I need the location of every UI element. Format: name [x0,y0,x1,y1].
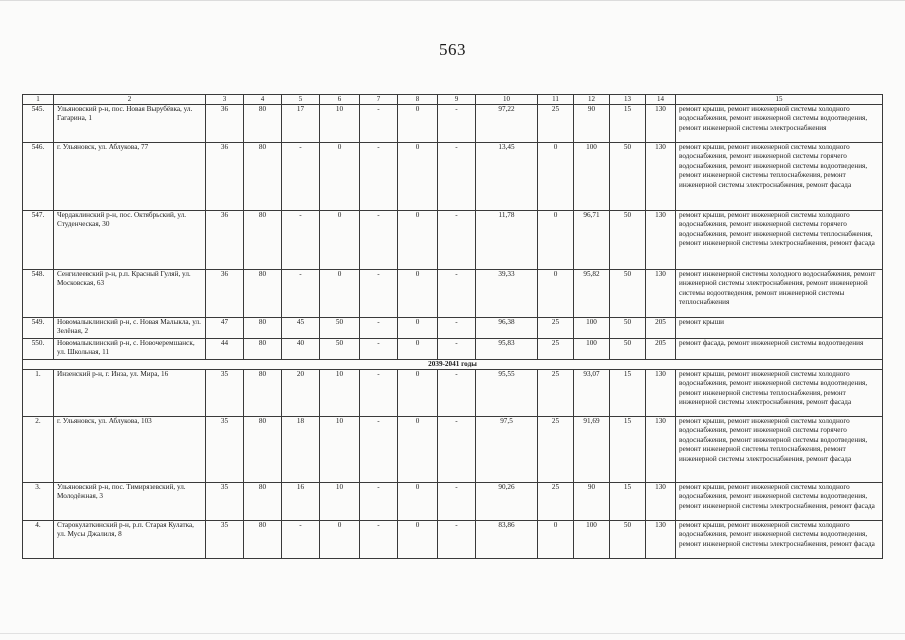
table-row [23,211,883,270]
col-14: 130 [646,270,676,318]
col-3: 36 [206,211,244,270]
col-11: 25 [538,417,574,483]
section-title: 2039-2041 годы [23,360,883,370]
address: г. Ульяновск, ул. Аблукова, 103 [54,417,206,483]
table-row [23,417,883,483]
page-number: 563 [439,40,466,59]
column-number: 11 [538,95,574,105]
column-number-row [23,95,883,105]
col-7: - [360,483,398,521]
col-10: 11,78 [476,211,538,270]
column-number: 7 [360,95,398,105]
column-number: 1 [23,95,54,105]
column-number: 8 [398,95,438,105]
col-5: - [282,270,320,318]
table-row [23,370,883,417]
repair-works: ремонт крыши [676,318,883,339]
col-5: - [282,211,320,270]
col-14: 130 [646,211,676,270]
col-3: 47 [206,318,244,339]
col-9: - [438,143,476,211]
col-9: - [438,339,476,360]
column-number: 3 [206,95,244,105]
column-number: 9 [438,95,476,105]
row-number: 548. [23,270,54,318]
col-6: 10 [320,417,360,483]
col-10: 95,55 [476,370,538,417]
row-number: 546. [23,143,54,211]
col-13: 50 [610,270,646,318]
col-11: 0 [538,143,574,211]
col-3: 35 [206,483,244,521]
column-number: 4 [244,95,282,105]
col-14: 130 [646,370,676,417]
row-number: 2. [23,417,54,483]
col-6: 0 [320,521,360,559]
col-12: 93,07 [574,370,610,417]
col-9: - [438,105,476,143]
col-13: 50 [610,521,646,559]
col-4: 80 [244,211,282,270]
col-3: 36 [206,143,244,211]
address: Сенгилеевский р-н, р.п. Красный Гуляй, ул. Московская, 63 [54,270,206,318]
col-8: 0 [398,211,438,270]
address: Ульяновский р-н, пос. Тимирязевский, ул. Молодёжная, 3 [54,483,206,521]
column-number: 14 [646,95,676,105]
repair-works: ремонт крыши, ремонт инженерной системы холодного водоснабжения, ремонт инженерной системы водоотведения, ремонт инженерной системы теплоснабжения, ремонт инженерной системы электроснабжения, ремонт фасада [676,370,883,417]
col-8: 0 [398,370,438,417]
col-12: 100 [574,318,610,339]
address: Чердаклинский р-н, пос. Октябрьский, ул. Студенческая, 30 [54,211,206,270]
col-12: 100 [574,521,610,559]
column-number: 2 [54,95,206,105]
row-number: 1. [23,370,54,417]
table-row [23,483,883,521]
col-4: 80 [244,270,282,318]
address: г. Ульяновск, ул. Аблукова, 77 [54,143,206,211]
col-10: 83,86 [476,521,538,559]
col-13: 50 [610,211,646,270]
col-10: 97,22 [476,105,538,143]
address: Старокулаткинский р-н, р.п. Старая Кулатка, ул. Мусы Джалиля, 8 [54,521,206,559]
table-row [23,318,883,339]
col-5: 17 [282,105,320,143]
col-6: 10 [320,370,360,417]
col-13: 15 [610,105,646,143]
scan-edge-bottom [0,633,905,634]
col-11: 25 [538,105,574,143]
col-7: - [360,143,398,211]
column-number: 5 [282,95,320,105]
repair-works: ремонт крыши, ремонт инженерной системы холодного водоснабжения, ремонт инженерной системы водоотведения, ремонт инженерной системы электроснабжения [676,105,883,143]
repair-works: ремонт крыши, ремонт инженерной системы холодного водоснабжения, ремонт инженерной системы водоотведения, ремонт инженерной системы электроснабжения, ремонт фасада [676,521,883,559]
col-12: 90 [574,105,610,143]
table-row [23,270,883,318]
col-12: 100 [574,339,610,360]
col-13: 50 [610,318,646,339]
col-12: 91,69 [574,417,610,483]
address: Ульяновский р-н, пос. Новая Вырубёвка, ул. Гагарина, 1 [54,105,206,143]
col-14: 205 [646,318,676,339]
column-number: 12 [574,95,610,105]
col-3: 35 [206,370,244,417]
col-4: 80 [244,143,282,211]
col-6: 50 [320,339,360,360]
col-10: 90,26 [476,483,538,521]
col-7: - [360,211,398,270]
col-4: 80 [244,339,282,360]
col-4: 80 [244,483,282,521]
col-8: 0 [398,521,438,559]
col-9: - [438,483,476,521]
col-12: 90 [574,483,610,521]
col-4: 80 [244,417,282,483]
table-row [23,339,883,360]
col-13: 15 [610,417,646,483]
col-7: - [360,318,398,339]
col-14: 130 [646,105,676,143]
col-4: 80 [244,318,282,339]
col-5: 16 [282,483,320,521]
repair-works: ремонт крыши, ремонт инженерной системы холодного водоснабжения, ремонт инженерной системы горячего водоснабжения, ремонт инженерной системы теплоснабжения, ремонт инженерной системы электроснабжения, ремонт фасада [676,211,883,270]
col-9: - [438,270,476,318]
col-3: 35 [206,521,244,559]
col-4: 80 [244,521,282,559]
col-11: 25 [538,318,574,339]
col-9: - [438,521,476,559]
col-8: 0 [398,417,438,483]
row-number: 545. [23,105,54,143]
column-number: 13 [610,95,646,105]
col-5: 20 [282,370,320,417]
col-8: 0 [398,318,438,339]
col-10: 39,33 [476,270,538,318]
col-7: - [360,105,398,143]
col-13: 15 [610,370,646,417]
repair-works: ремонт крыши, ремонт инженерной системы холодного водоснабжения, ремонт инженерной системы горячего водоснабжения, ремонт инженерной системы водоотведения, ремонт инженерной системы теплоснабжения, ремонт инженерной системы электроснабжения, ремонт фасада [676,143,883,211]
col-14: 130 [646,143,676,211]
repair-works: ремонт инженерной системы холодного водоснабжения, ремонт инженерной системы электроснабжения, ремонт инженерной системы водоотведения, ремонт инженерной системы теплоснабжения [676,270,883,318]
col-6: 0 [320,211,360,270]
col-13: 15 [610,483,646,521]
col-6: 0 [320,143,360,211]
row-number: 4. [23,521,54,559]
col-13: 50 [610,143,646,211]
col-6: 10 [320,483,360,521]
column-number: 6 [320,95,360,105]
column-number: 10 [476,95,538,105]
col-7: - [360,270,398,318]
col-6: 0 [320,270,360,318]
col-8: 0 [398,105,438,143]
col-12: 100 [574,143,610,211]
col-3: 44 [206,339,244,360]
col-7: - [360,521,398,559]
address: Инзенский р-н, г. Инза, ул. Мира, 16 [54,370,206,417]
col-10: 97,5 [476,417,538,483]
capital-repair-table [22,94,883,559]
col-5: - [282,143,320,211]
col-7: - [360,370,398,417]
col-3: 36 [206,105,244,143]
repair-works: ремонт крыши, ремонт инженерной системы холодного водоснабжения, ремонт инженерной системы горячего водоснабжения, ремонт инженерной системы водоотведения, ремонт инженерной системы теплоснабжения, ремонт инженерной системы электроснабжения, ремонт фасада [676,417,883,483]
address: Новомалыклинский р-н, с. Новая Малыкла, ул. Зелёная, 2 [54,318,206,339]
column-number: 15 [676,95,883,105]
col-11: 0 [538,270,574,318]
col-14: 130 [646,521,676,559]
col-9: - [438,370,476,417]
col-9: - [438,211,476,270]
col-11: 25 [538,483,574,521]
col-9: - [438,417,476,483]
col-10: 96,38 [476,318,538,339]
col-12: 96,71 [574,211,610,270]
section-header-row [23,360,883,370]
col-8: 0 [398,143,438,211]
col-5: 18 [282,417,320,483]
col-14: 130 [646,483,676,521]
table-row [23,105,883,143]
col-11: 25 [538,339,574,360]
repair-works: ремонт фасада, ремонт инженерной системы водоотведения [676,339,883,360]
col-3: 36 [206,270,244,318]
table-row [23,143,883,211]
col-7: - [360,339,398,360]
col-11: 0 [538,521,574,559]
col-5: 40 [282,339,320,360]
row-number: 547. [23,211,54,270]
col-7: - [360,417,398,483]
row-number: 550. [23,339,54,360]
col-8: 0 [398,270,438,318]
col-8: 0 [398,339,438,360]
col-4: 80 [244,370,282,417]
col-10: 13,45 [476,143,538,211]
col-14: 205 [646,339,676,360]
col-11: 25 [538,370,574,417]
table-row [23,521,883,559]
col-6: 10 [320,105,360,143]
col-9: - [438,318,476,339]
repair-works: ремонт крыши, ремонт инженерной системы холодного водоснабжения, ремонт инженерной системы водоотведения, ремонт инженерной системы электроснабжения, ремонт фасада [676,483,883,521]
col-13: 50 [610,339,646,360]
col-6: 50 [320,318,360,339]
col-4: 80 [244,105,282,143]
row-number: 549. [23,318,54,339]
col-5: 45 [282,318,320,339]
address: Новомалыклинский р-н, с. Новочеремшанск, ул. Школьная, 11 [54,339,206,360]
col-10: 95,83 [476,339,538,360]
col-14: 130 [646,417,676,483]
col-8: 0 [398,483,438,521]
col-5: - [282,521,320,559]
row-number: 3. [23,483,54,521]
col-12: 95,82 [574,270,610,318]
scan-edge-top [0,0,905,1]
col-11: 0 [538,211,574,270]
col-3: 35 [206,417,244,483]
